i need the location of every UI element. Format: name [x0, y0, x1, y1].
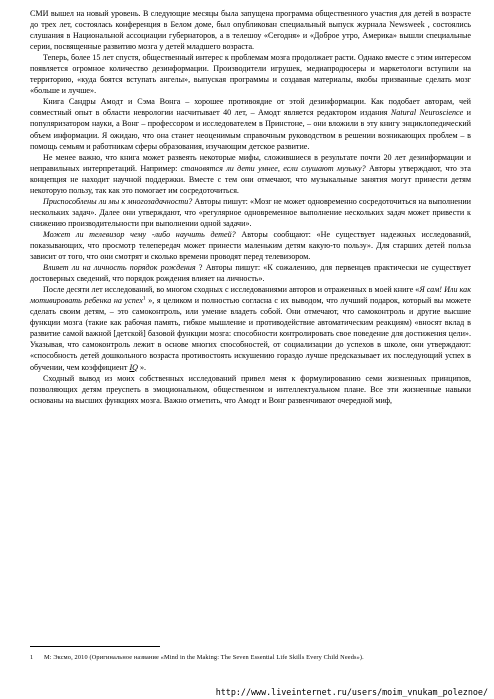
footnote-divider [30, 646, 160, 647]
myth-question-birth-order: Влияет ли на личность порядок рождения [43, 263, 196, 273]
footnote [30, 653, 471, 662]
paragraph-3-text-b: и популяризатором науки, а Вонг – профессором и исследователем в Принстоне, – они вложили в эту книгу энциклопедический объем информации. Я ожидаю, что она станет неоценимым справочным руководством в решении возникающих проблем – в помощь семьям и работникам сферы образования, изучающим детское развитие. [30, 108, 471, 151]
paragraph-1 [30, 8, 471, 52]
paragraph-3-text-a: Книга Сандры Амодт и Сэма Вонга – хорошее противоядие от этой дезинформации. Как подобает авторам, чей совместный опыт в области неврологии насчитывает 40 лет, – Амодт является редактором издания [30, 97, 471, 118]
footnote-marker: 1 [142, 295, 146, 302]
myth-question-multitasking: Приспособлены ли мы к многозадачности? [43, 196, 193, 206]
paragraph-4 [30, 152, 471, 196]
paragraph-7 [30, 262, 471, 284]
paragraph-2-text: Теперь, более 15 лет спустя, общественный интерес к проблемам мозга продолжает расти. Однако вместе с этим интересом появляется огромное количество дезинформации. Производители игрушек, медиапродюсеры и маркетологи вступили на территорию, «куда боятся вступать ангелы», выпуская программы и создавая материалы, якобы призванные сделать мозг «больше и лучше». [30, 53, 471, 96]
paragraph-5-text: Авторы пишут: «Мозг не может одновременно сосредоточиться на выполнении нескольких задач». Далее они утверждают, что «регулярное одновременное выполнение нескольких задач может привести к снижению производительности при выполнении одной задачи». [30, 196, 471, 228]
paragraph-4-text-b: Авторы утверждают, что эта концепция не находит научной поддержки. Вместе с тем они отмечают, что музыкальные занятия могут принести детям некоторую пользу, так как это помогает им сосредоточиться. [30, 163, 471, 195]
footnote-number: 1 [30, 654, 34, 661]
paragraph-8-text-b: », я целиком и полностью согласна с их выводом, что лучший подарок, который вы можете сделать своим детям, – это самоконтроль, или умение владеть собой. Они отмечают, что самоконтроль и другие высшие функции мозга (такие как рабочая память, гибкое мышление и противодействие автоматическим реакциям) «вносят вклад в развитие самой важной [детской] базовой функции мозга: способности контролировать свое поведение для достижения цели». Указывая, что самоконтроль лежит в основе многих способностей, от социализации до успехов в школе, они утверждают: «способность детей дошкольного возраста противостоять искушению гораздо лучше предсказывает их последующий успех в обучении, чем коэффициент [30, 296, 472, 372]
myth-question-tv: Может ли телевизор чему -либо научить детей? [43, 229, 236, 239]
paragraph-9 [30, 373, 471, 406]
myth-question-music: становятся ли дети умнее, если слушают музыку? [180, 163, 366, 173]
paragraph-2 [30, 52, 471, 96]
paragraph-8-text-a: После десяти лет исследований, во многом сходных с исследованиями авторов и отраженных в моей книге « [43, 285, 420, 295]
paragraph-6-text: Авторы сообщают: «Не существует надежных исследований, показывающих, что просмотр телепередач может принести маленьким детям какую-то пользу». Для старших детей польза зависит от того, что они смотрят и сколько времени проводят перед телевизором. [30, 229, 471, 262]
journal-title: Natural Neuroscience [390, 108, 464, 118]
paragraph-3 [30, 96, 471, 151]
paragraph-8-text-c: ». [137, 362, 147, 372]
page-body [30, 8, 471, 406]
paragraph-4-text-a: Не менее важно, что книга может развеять некоторые мифы, сложившиеся в результате почти 20 лет дезинформации и неправильных интерпретаций. Например: [30, 152, 471, 173]
paragraph-9-text: Сходный вывод из моих собственных исследований привел меня к формулированию семи жизненных принципов, позволяющих детям преуспеть в эмоциональном, общественном и интеллектуальном плане. Все эти жизненные навыки основаны на высших функциях мозга. Важно отметить, что Амодт и Вонг развенчивают очередной миф, [30, 373, 471, 405]
paragraph-6 [30, 229, 471, 262]
paragraph-8 [30, 284, 471, 372]
paragraph-1-text: СМИ вышел на новый уровень. В следующие месяцы была запущена программа общественного участия для детей в возрасте до трех лет, состоялась конференция в Белом доме, был опубликован специальный выпуск журнала Newsweek , состоялись слушания в Национальной ассоциации губернаторов, а в телешоу «Сегодня» и «Доброе утро, Америка» вышли специальные серии, посвященные развитию мозга у детей младшего возраста. [30, 9, 471, 52]
book-title: Я сам! Или как мотивировать ребенка на успех [30, 285, 471, 306]
source-url: http://www.liveinternet.ru/users/moim_vnukam_poleznoe/ [215, 687, 488, 697]
iq-term: IQ [129, 362, 138, 372]
footnote-text: М: Эксмо, 2010 (Оригинальное название «Mind in the Making: The Seven Essential Life Skills Every Child Needs»). [44, 654, 364, 661]
paragraph-5 [30, 196, 471, 229]
paragraph-7-text: ? Авторы пишут: «К сожалению, для первенцев практически не существует достоверных сведений, что порядок рождения влияет на личность». [30, 263, 471, 284]
